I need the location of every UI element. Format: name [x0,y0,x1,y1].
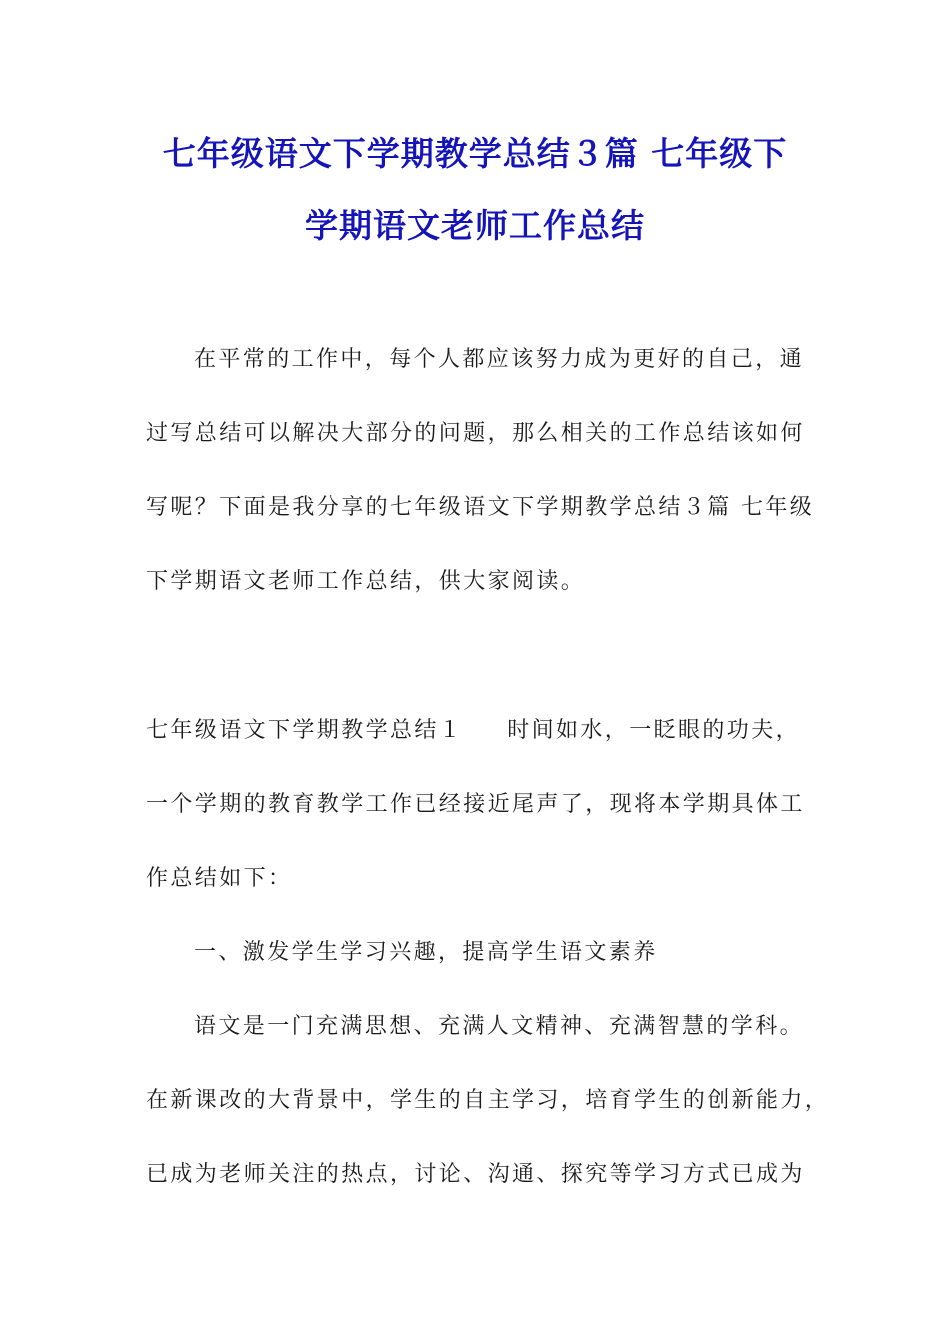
subheading-1: 一、激发学生学习兴趣，提高学生语文素养 [194,940,658,965]
paragraph-2-line-2: 在新课改的大背景中，学生的自主学习，培育学生的创新能力， [146,1088,830,1113]
paragraph-2-line-3: 已成为老师关注的热点，讨论、沟通、探究等学习方式已成为 [146,1162,805,1187]
section-1-first-line [146,716,826,746]
document-title-line-1: 七年级语文下学期教学总结３篇 七年级下 [162,134,788,173]
section-1-line-2: 一个学期的教育教学工作已经接近尾声了，现将本学期具体工 [146,792,805,817]
intro-line-2: 过写总结可以解决大部分的问题，那么相关的工作总结该如何 [146,421,805,446]
document-title-line-2: 学期语文老师工作总结 [305,206,645,245]
section-1-heading: 七年级语文下学期教学总结１ [146,718,464,743]
intro-line-3: 写呢？下面是我分享的七年级语文下学期教学总结３篇 七年级 [146,495,815,520]
section-1-line-3: 作总结如下： [146,866,293,891]
section-1-lead-text: 时间如水，一眨眼的功夫， [507,718,801,743]
intro-line-4: 下学期语文老师工作总结，供大家阅读。 [146,569,586,594]
paragraph-2-line-1: 语文是一门充满思想、充满人文精神、充满智慧的学科。 [194,1014,805,1039]
intro-line-1: 在平常的工作中，每个人都应该努力成为更好的自己，通 [194,347,805,372]
